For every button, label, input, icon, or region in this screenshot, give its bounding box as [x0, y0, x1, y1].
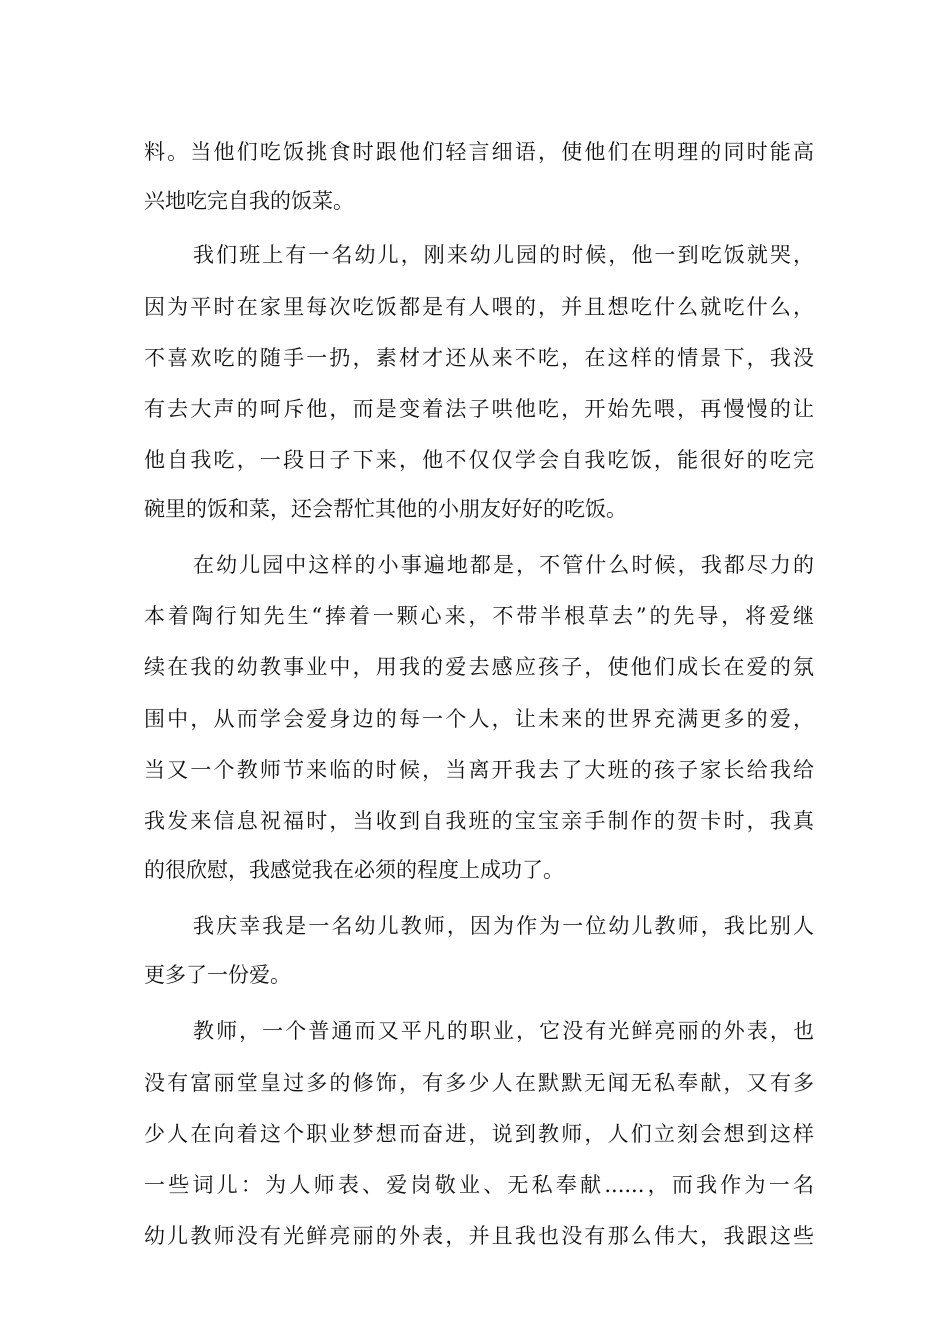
text-line: 碗里的饭和菜，还会帮忙其他的小朋友好好的吃饭。	[144, 497, 627, 521]
paragraph-first-line: 在幼儿园中这样的小事遍地都是，不管什么时候，我都尽力的	[193, 553, 814, 577]
text-line: 更多了一份爱。	[144, 963, 291, 987]
text-line: 本着陶行知先生“捧着一颗心来，不带半根草去”的先导，将爱继	[144, 604, 814, 628]
text-line: 当又一个教师节来临的时候，当离开我去了大班的孩子家长给我给	[144, 758, 814, 782]
paragraph-first-line: 我庆幸我是一名幼儿教师，因为作为一位幼儿教师，我比别人	[193, 914, 814, 938]
text-line: 的很欣慰，我感觉我在必须的程度上成功了。	[144, 858, 564, 882]
text-line: 不喜欢吃的随手一扔，素材才还从来不吃，在这样的情景下，我没	[144, 346, 814, 370]
paragraph-first-line: 我们班上有一名幼儿，刚来幼儿园的时候，他一到吃饭就哭，	[193, 243, 814, 267]
text-line: 少人在向着这个职业梦想而奋进，说到教师，人们立刻会想到这样	[144, 1122, 814, 1146]
text-line: 一些词儿：为人师表、爱岗敬业、无私奉献......，而我作为一名	[144, 1173, 814, 1197]
text-line: 有去大声的呵斥他，而是变着法子哄他吃，开始先喂，再慢慢的让	[144, 397, 814, 421]
text-line: 续在我的幼教事业中，用我的爱去感应孩子，使他们成长在爱的氛	[144, 655, 814, 679]
paragraph-first-line: 教师，一个普通而又平凡的职业，它没有光鲜亮丽的外表，也	[193, 1019, 814, 1043]
text-line: 料。当他们吃饭挑食时跟他们轻言细语，使他们在明理的同时能高	[144, 140, 814, 164]
text-line: 因为平时在家里每次吃饭都是有人喂的，并且想吃什么就吃什么，	[144, 295, 814, 319]
text-line: 没有富丽堂皇过多的修饰，有多少人在默默无闻无私奉献，又有多	[144, 1071, 814, 1095]
text-line: 幼儿教师没有光鲜亮丽的外表，并且我也没有那么伟大，我跟这些	[144, 1224, 814, 1248]
text-line: 围中，从而学会爱身边的每一个人，让未来的世界充满更多的爱，	[144, 707, 814, 731]
text-line: 我发来信息祝福时，当收到自我班的宝宝亲手制作的贺卡时，我真	[144, 809, 814, 833]
text-line: 他自我吃，一段日子下来，他不仅仅学会自我吃饭，能很好的吃完	[144, 448, 814, 472]
text-line: 兴地吃完自我的饭菜。	[144, 189, 354, 213]
